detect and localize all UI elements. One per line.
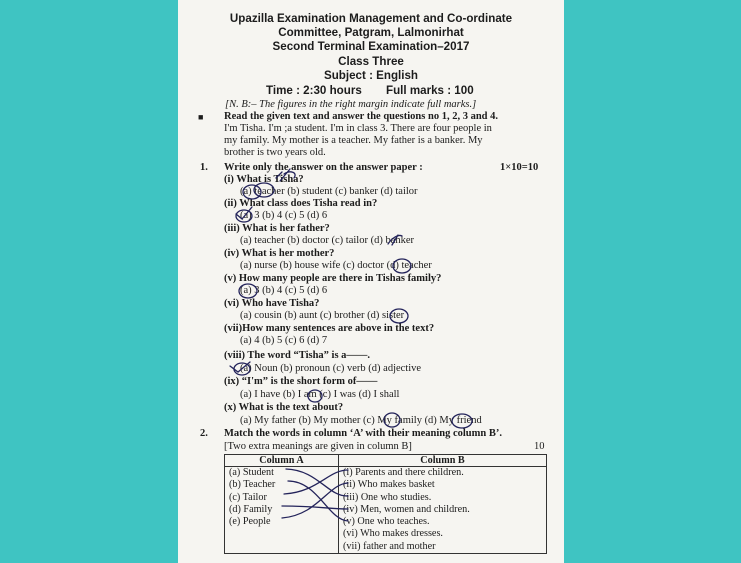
- bullet-icon: ■: [198, 112, 204, 122]
- column-a-item: (a) Student: [229, 467, 274, 478]
- passage-line-1: I'm Tisha. I'm ;a student. I'm in class 3. There are four people in: [224, 123, 492, 134]
- column-a-header: Column A: [225, 455, 339, 467]
- column-b-item: (vi) Who makes dresses.: [343, 528, 443, 540]
- column-a-item: (b) Teacher: [229, 479, 276, 491]
- column-a-item: (d) Family: [229, 503, 273, 515]
- table-header-row: [225, 455, 547, 467]
- q1-item-question: (viii) The word “Tisha” is a——.: [224, 350, 371, 361]
- header-line-2: Committee, Patgram, Lalmonirhat: [278, 26, 464, 39]
- q2-note: [Two extra meanings are given in column B]: [224, 441, 412, 452]
- q1-title: Write only the answer on the answer paper :: [224, 162, 423, 173]
- full-marks-label: Full marks : 100: [386, 84, 474, 97]
- header-line-3: Second Terminal Examination–2017: [272, 40, 470, 53]
- exam-paper: [178, 0, 564, 563]
- time-label: Time : 2:30 hours: [266, 84, 362, 97]
- q2-title: Match the words in column ‘A’ with their meaning column B’.: [224, 428, 502, 439]
- passage-line-2: my family. My mother is a teacher. My father is a banker. My: [224, 135, 483, 146]
- q1-item-question: (vii)How many sentences are above in the text?: [224, 323, 435, 334]
- q1-item-options: (a) nurse (b) house wife (c) doctor (d) teacher: [240, 260, 432, 271]
- q1-marks: 1×10=10: [500, 162, 539, 173]
- q1-item-question: (vi) Who have Tisha?: [224, 298, 320, 309]
- q1-item-question: (ix) “I'm” is the short form of——: [224, 376, 378, 387]
- column-b-item: (v) One who teaches.: [343, 516, 430, 528]
- table-row: [225, 467, 547, 554]
- matching-table: [224, 454, 547, 554]
- q1-item-question: (v) How many people are there in Tishas family?: [224, 273, 442, 284]
- class-label: Class Three: [338, 55, 404, 68]
- passage-line-3: brother is two years old.: [224, 147, 326, 158]
- q1-item-options: (a) teacher (b) doctor (c) tailor (d) banker: [240, 235, 415, 246]
- column-b-item: (iv) Men, women and children.: [343, 503, 470, 515]
- column-b-item: (iii) One who studies.: [343, 491, 432, 503]
- column-b-cell: [339, 467, 547, 554]
- q1-item-options: (a) 4 (b) 5 (c) 6 (d) 7: [240, 335, 328, 346]
- column-a-item: (c) Tailor: [229, 491, 267, 503]
- column-b-header: Column B: [339, 455, 547, 467]
- column-a-cell: [225, 467, 339, 554]
- subject-label: Subject : English: [323, 69, 419, 82]
- column-b-item: (ii) Who makes basket: [343, 479, 435, 491]
- q1-item-question: (i) What is Tisha?: [224, 174, 304, 185]
- q1-item-options: (a) 3 (b) 4 (c) 5 (d) 6: [240, 285, 328, 296]
- q1-number: 1.: [200, 162, 208, 173]
- q1-item-question: (ii) What class does Tisha read in?: [224, 198, 378, 209]
- instruction: Read the given text and answer the questions no 1, 2, 3 and 4.: [224, 111, 498, 122]
- column-b-item: (i) Parents and there children.: [343, 467, 464, 478]
- header-line-1: Upazilla Examination Management and Co-ordinate: [229, 12, 513, 25]
- q1-item-options: (a) My father (b) My mother (c) My family (d) My friend: [240, 415, 482, 426]
- q1-item-options: (a) I have (b) I am (c) I was (d) I shall: [240, 389, 400, 400]
- q1-item-question: (iv) What is her mother?: [224, 248, 335, 259]
- q1-item-question: (x) What is the text about?: [224, 402, 344, 413]
- column-a-item: (e) People: [229, 516, 271, 528]
- q1-item-options: (a) 3 (b) 4 (c) 5 (d) 6: [240, 210, 328, 221]
- q1-item-options: (a) cousin (b) aunt (c) brother (d) sister: [240, 310, 405, 321]
- q2-number: 2.: [200, 428, 208, 439]
- q2-marks: 10: [534, 441, 545, 452]
- q1-item-question: (iii) What is her father?: [224, 223, 330, 234]
- note: [N. B:– The figures in the right margin indicate full marks.]: [225, 99, 477, 110]
- q1-item-options: (a) Noun (b) pronoun (c) verb (d) adjective: [240, 363, 422, 374]
- column-b-item: (vii) father and mother: [343, 540, 436, 552]
- q1-item-options: (a) teacher (b) student (c) banker (d) tailor: [240, 186, 418, 197]
